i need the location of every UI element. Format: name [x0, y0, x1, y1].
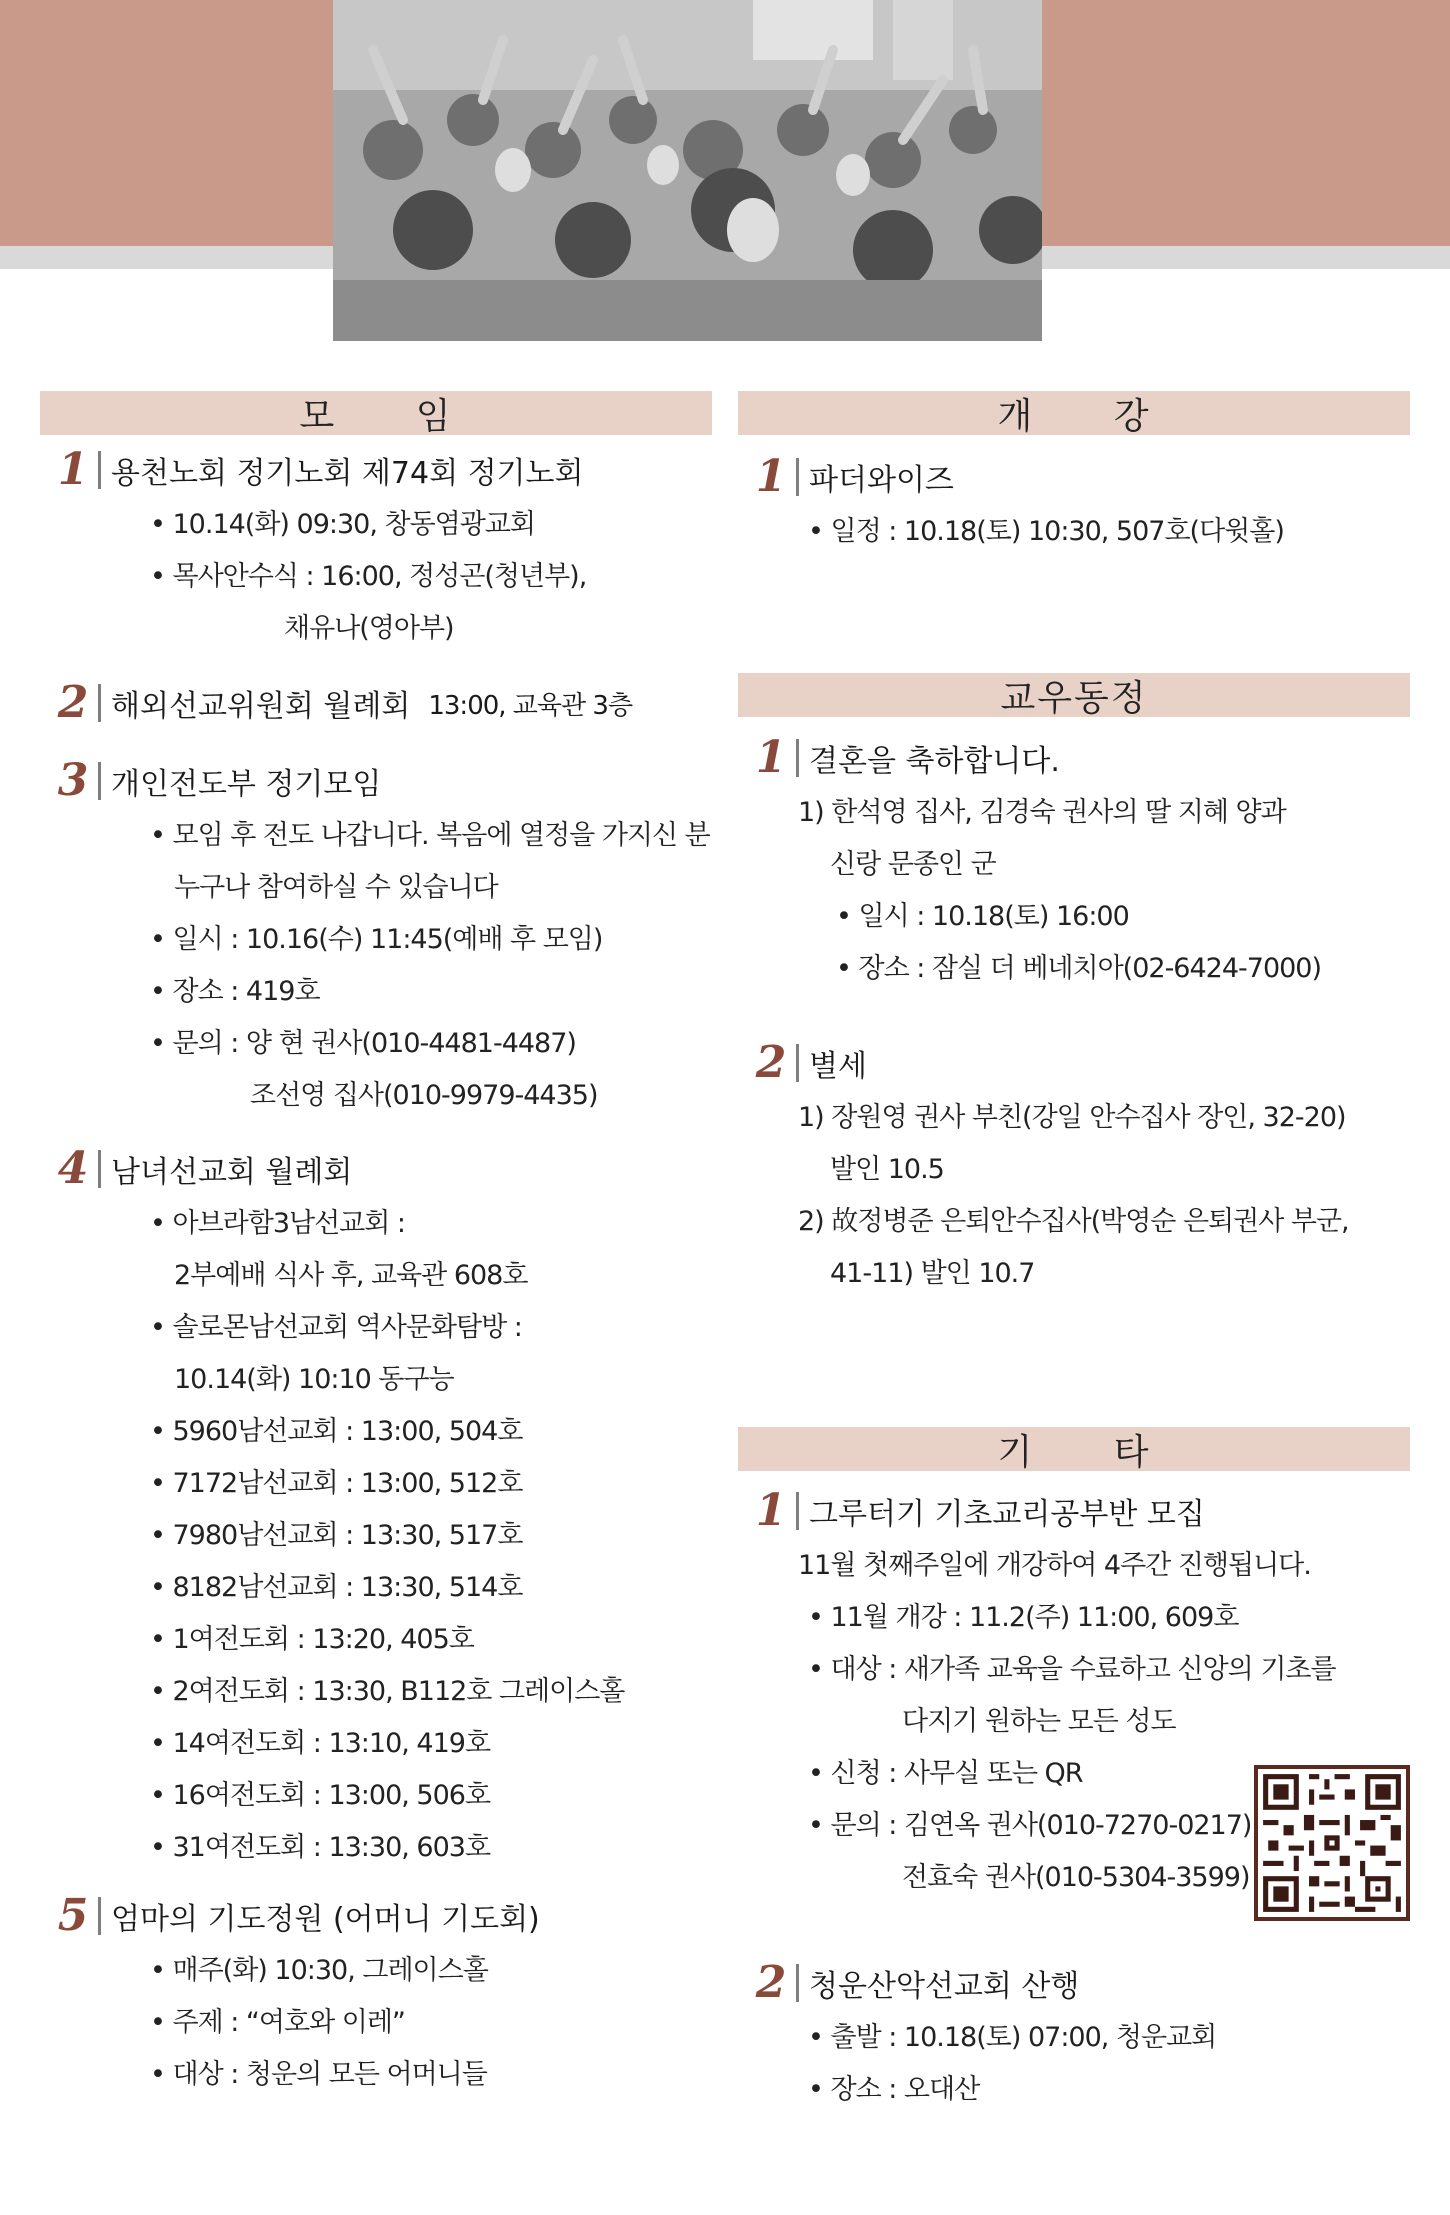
item-number: 2: [755, 1957, 787, 2008]
item-line: • 일시 : 10.16(수) 11:45(예배 후 모임): [150, 924, 603, 955]
item-line: • 장소 : 419호: [150, 976, 320, 1007]
divider: [98, 762, 101, 800]
item-line: • 출발 : 10.18(토) 07:00, 청운교회: [808, 2022, 1217, 2053]
section-header-moim: 모 임: [40, 391, 712, 435]
item-line: • 문의 : 양 현 권사(010-4481-4487): [150, 1028, 576, 1059]
gyowoo-item-2: [752, 1037, 1349, 1300]
item-title: 파더와이즈: [809, 463, 954, 498]
item-number: 4: [57, 1143, 89, 1194]
worship-photo: [333, 0, 1042, 341]
moim-item-5: [54, 1890, 540, 2101]
item-line: • 10.14(화) 09:30, 창동염광교회: [150, 509, 536, 540]
item-detail: 13:00, 교육관 3층: [428, 690, 633, 721]
divider: [98, 684, 101, 722]
item-number: 1: [755, 451, 787, 502]
item-number: 5: [57, 1890, 89, 1941]
section-header-gyowoo: 교우동정: [738, 673, 1410, 717]
item-line: 전효숙 권사(010-5304-3599): [902, 1862, 1250, 1893]
item-number: 1: [755, 1485, 787, 1536]
item-line: • 일정 : 10.18(토) 10:30, 507호(다윗홀): [808, 516, 1284, 547]
divider: [796, 739, 799, 777]
divider: [98, 1897, 101, 1935]
item-line: 신랑 문종인 군: [830, 849, 996, 880]
item-title: 남녀선교회 월례회: [111, 1155, 353, 1190]
divider: [796, 1492, 799, 1530]
gyowoo-item-1: [752, 732, 1322, 995]
item-line: 발인 10.5: [830, 1154, 944, 1185]
item-line: • 주제 : “여호와 이레”: [150, 2007, 405, 2038]
item-line: • 아브라함3남선교회 :: [150, 1208, 406, 1239]
moim-item-2: [54, 677, 633, 728]
item-line: • 11월 개강 : 11.2(주) 11:00, 609호: [808, 1602, 1239, 1633]
item-line: • 7980남선교회 : 13:30, 517호: [150, 1520, 523, 1551]
qr-code-icon[interactable]: [1254, 1765, 1410, 1921]
item-line: • 목사안수식 : 16:00, 정성곤(청년부),: [150, 561, 587, 592]
divider: [796, 1044, 799, 1082]
item-line: • 7172남선교회 : 13:00, 512호: [150, 1468, 523, 1499]
divider: [98, 1150, 101, 1188]
item-line: • 일시 : 10.18(토) 16:00: [836, 901, 1129, 932]
item-number: 1: [57, 444, 89, 495]
item-line: 1) 장원영 권사 부친(강일 안수집사 장인, 32-20): [798, 1102, 1346, 1133]
item-line: • 장소 : 잠실 더 베네치아(02-6424-7000): [836, 953, 1322, 984]
item-title: 용천노회 정기노회 제74회 정기노회: [111, 456, 584, 491]
item-title: 개인전도부 정기모임: [111, 767, 382, 802]
item-title: 결혼을 축하합니다.: [809, 744, 1060, 779]
moim-item-4: [54, 1143, 625, 1874]
gita-item-2: [752, 1957, 1217, 2116]
item-title: 해외선교위원회 월례회: [111, 689, 411, 724]
item-line: 누구나 참여하실 수 있습니다: [174, 872, 498, 903]
section-header-gaegang: 개 강: [738, 391, 1410, 435]
item-line: 2부예배 식사 후, 교육관 608호: [174, 1260, 528, 1291]
item-line: • 문의 : 김연옥 권사(010-7270-0217): [808, 1810, 1252, 1841]
divider: [796, 1964, 799, 2002]
item-line: 다지기 원하는 모든 성도: [902, 1706, 1176, 1737]
item-line: • 1여전도회 : 13:20, 405호: [150, 1624, 474, 1655]
item-line: 41-11) 발인 10.7: [830, 1258, 1035, 1289]
divider: [796, 458, 799, 496]
divider: [98, 451, 101, 489]
item-line: • 5960남선교회 : 13:00, 504호: [150, 1416, 523, 1447]
item-line: • 솔로몬남선교회 역사문화탐방 :: [150, 1312, 522, 1343]
item-title: 별세: [809, 1049, 867, 1084]
item-number: 3: [57, 755, 89, 806]
item-line: 11월 첫째주일에 개강하여 4주간 진행됩니다.: [798, 1550, 1311, 1581]
item-line: • 16여전도회 : 13:00, 506호: [150, 1780, 491, 1811]
item-number: 1: [755, 732, 787, 783]
item-line: • 매주(화) 10:30, 그레이스홀: [150, 1955, 488, 1986]
item-line: 1) 한석영 집사, 김경숙 권사의 딸 지혜 양과: [798, 797, 1286, 828]
moim-item-3: [54, 755, 710, 1122]
item-line: • 2여전도회 : 13:30, B112호 그레이스홀: [150, 1676, 625, 1707]
item-title: 엄마의 기도정원 (어머니 기도회): [111, 1902, 540, 1937]
item-number: 2: [57, 677, 89, 728]
item-line: 10.14(화) 10:10 동구능: [174, 1364, 454, 1395]
item-line: • 대상 : 청운의 모든 어머니들: [150, 2059, 487, 2090]
item-line: • 14여전도회 : 13:10, 419호: [150, 1728, 491, 1759]
item-line: 조선영 집사(010-9979-4435): [250, 1080, 598, 1111]
item-line: • 신청 : 사무실 또는 QR: [808, 1758, 1083, 1789]
gita-item-1: [752, 1485, 1336, 1904]
item-title: 청운산악선교회 산행: [809, 1969, 1080, 2004]
section-header-gita: 기 타: [738, 1427, 1410, 1471]
item-line: • 대상 : 새가족 교육을 수료하고 신앙의 기초를: [808, 1654, 1336, 1685]
item-line: 2) 故정병준 은퇴안수집사(박영순 은퇴권사 부군,: [798, 1206, 1349, 1237]
gaegang-item-1: [752, 451, 1284, 558]
item-line: • 모임 후 전도 나갑니다. 복음에 열정을 가지신 분: [150, 820, 710, 851]
item-number: 2: [755, 1037, 787, 1088]
item-line: 채유나(영아부): [284, 613, 454, 644]
item-line: • 8182남선교회 : 13:30, 514호: [150, 1572, 523, 1603]
item-title: 그루터기 기초교리공부반 모집: [809, 1497, 1205, 1532]
item-line: • 31여전도회 : 13:30, 603호: [150, 1832, 491, 1863]
moim-item-1: [54, 444, 587, 655]
item-line: • 장소 : 오대산: [808, 2074, 980, 2105]
